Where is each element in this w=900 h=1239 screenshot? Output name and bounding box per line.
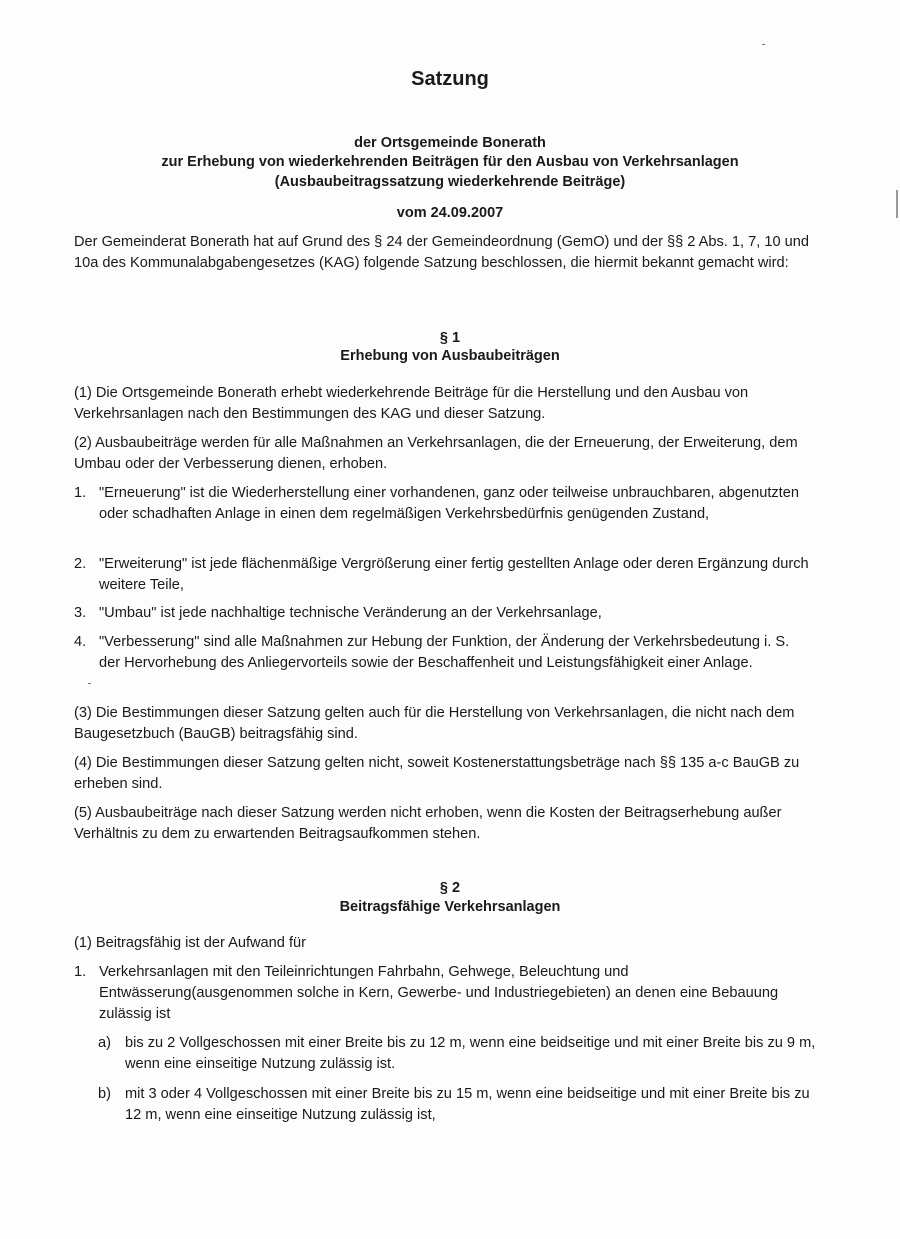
section-1-paragraph-5: (5) Ausbaubeiträge nach dieser Satzung werden nicht erhoben, wenn die Kosten der Beitragserhebung außer Verhältnis zu dem zu erwartenden Beitragsaufkommen stehen. bbox=[74, 805, 782, 842]
preamble: Der Gemeinderat Bonerath hat auf Grund des § 24 der Gemeindeordnung (GemO) und der §§ 2 Abs. 1, 7, 10 und 10a des Kommunalabgabengesetzes (KAG) folgende Satzung beschlossen, die hiermit bekannt gemacht wird: bbox=[74, 234, 810, 271]
list-item-text: Verkehrsanlagen mit den Teileinrichtungen Fahrbahn, Gehwege, Beleuchtung und Entwässerung(ausgenommen solche in Kern, Gewerbe- und Industriegebieten) an denen eine Bebauung zulässig ist bbox=[99, 964, 779, 1022]
scan-speck bbox=[88, 683, 91, 684]
list-item-number: 1. bbox=[74, 485, 87, 501]
section-1-title: Erhebung von Ausbaubeiträgen bbox=[340, 348, 560, 364]
section-1-paragraph-4: (4) Die Bestimmungen dieser Satzung gelten nicht, soweit Kostenerstattungsbeträge nach §§ 135 a-c BauGB zu erheben sind. bbox=[74, 755, 800, 792]
list-item-text: "Verbesserung" sind alle Maßnahmen zur Hebung der Funktion, der Änderung der Verkehrsbedeutung i. S. der Hervorhebung des Anliegervorteils sowie der Beschaffenheit und Leistungsfähigkeit einer Anlage. bbox=[99, 634, 790, 671]
section-1-paragraph-2: (2) Ausbaubeiträge werden für alle Maßnahmen an Verkehrsanlagen, die der Erneuerung, der Erweiterung, dem Umbau oder der Verbesserung dienen, erhoben. bbox=[74, 435, 798, 472]
sub-list-item-text: bis zu 2 Vollgeschossen mit einer Breite bis zu 12 m, wenn eine beidseitige und mit einer Breite bis zu 9 m, wenn eine einseitige Nutzung zulässig ist. bbox=[125, 1035, 816, 1072]
scan-speck bbox=[762, 44, 765, 45]
sub-list-item bbox=[98, 1084, 818, 1126]
list-item bbox=[74, 554, 814, 596]
sub-list-item bbox=[98, 1033, 818, 1075]
section-2-number: § 2 bbox=[439, 880, 461, 896]
list-item-text: "Erweiterung" ist jede flächenmäßige Vergrößerung einer fertig gestellten Anlage oder deren Ergänzung durch weitere Teile, bbox=[99, 556, 809, 593]
section-1-paragraph-1: (1) Die Ortsgemeinde Bonerath erhebt wiederkehrende Beiträge für die Herstellung und den Ausbau von Verkehrsanlagen nach den Bestimmungen des KAG und dieser Satzung. bbox=[74, 385, 749, 422]
list-item-number: 3. bbox=[74, 605, 87, 621]
section-1-number: § 1 bbox=[439, 330, 461, 346]
list-item-number: 4. bbox=[74, 634, 87, 650]
list-item bbox=[74, 632, 814, 674]
list-item-text: "Erneuerung" ist die Wiederherstellung einer vorhandenen, ganz oder teilweise unbrauchbaren, abgenutzten oder schadhaften Anlage in einen dem regelmäßigen Verkehrsbedürfnis genügenden Zustand, bbox=[99, 485, 799, 522]
list-item-number: 1. bbox=[74, 964, 87, 980]
header-purpose: zur Erhebung von wiederkehrenden Beiträgen für den Ausbau von Verkehrsanlagen bbox=[161, 154, 739, 170]
sub-list-item-letter: a) bbox=[98, 1035, 111, 1051]
list-item-number: 2. bbox=[74, 556, 87, 572]
list-item bbox=[74, 603, 814, 624]
sub-list-item-text: mit 3 oder 4 Vollgeschossen mit einer Breite bis zu 15 m, wenn eine beidseitige und mit einer Breite bis zu 12 m, wenn eine einseitige Nutzung zulässig ist, bbox=[125, 1086, 810, 1123]
document-title: Satzung bbox=[411, 68, 489, 90]
header-municipality: der Ortsgemeinde Bonerath bbox=[354, 135, 546, 151]
scan-edge-mark bbox=[896, 190, 898, 218]
header-date: vom 24.09.2007 bbox=[396, 205, 504, 221]
list-item-text: "Umbau" ist jede nachhaltige technische Veränderung an der Verkehrsanlage, bbox=[99, 605, 602, 621]
section-2-title: Beitragsfähige Verkehrsanlagen bbox=[339, 899, 561, 915]
section-1-paragraph-3: (3) Die Bestimmungen dieser Satzung gelten auch für die Herstellung von Verkehrsanlagen, die nicht nach dem Baugesetzbuch (BauGB) beitragsfähig sind. bbox=[74, 705, 795, 742]
list-item bbox=[74, 962, 814, 1025]
header-short-title: (Ausbaubeitragssatzung wiederkehrende Beiträge) bbox=[274, 174, 626, 190]
list-item bbox=[74, 483, 814, 525]
sub-list-item-letter: b) bbox=[98, 1086, 111, 1102]
section-2-paragraph-1: (1) Beitragsfähig ist der Aufwand für bbox=[74, 935, 306, 951]
